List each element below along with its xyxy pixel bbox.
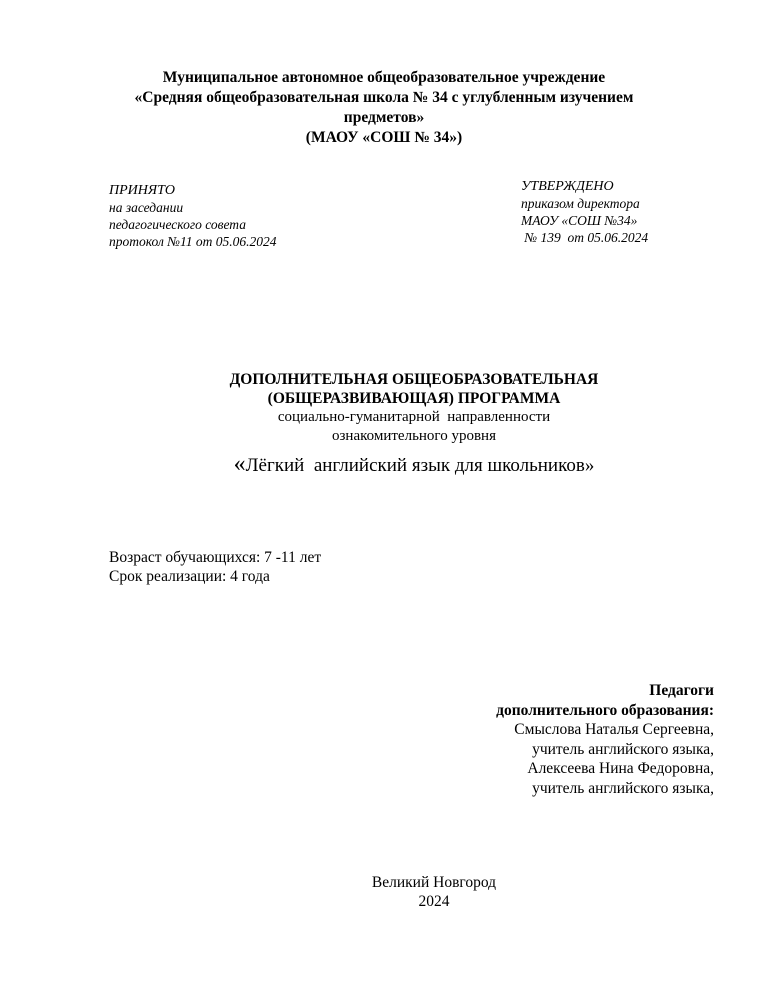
implementation-term: Срок реализации: 4 года [109, 568, 270, 585]
footer-block [300, 873, 568, 911]
accepted-line-3: протокол №11 от 05.06.2024 [109, 234, 277, 249]
program-title-line-1: ДОПОЛНИТЕЛЬНАЯ ОБЩЕОБРАЗОВАТЕЛЬНАЯ [229, 371, 599, 388]
program-title-block [150, 370, 678, 478]
program-title-line-2: (ОБЩЕРАЗВИВАЮЩАЯ) ПРОГРАММА [267, 390, 561, 407]
approved-line-1: приказом директора [521, 196, 640, 211]
approved-line-2: МАОУ «СОШ №34» [521, 213, 638, 228]
teachers-heading-2: дополнительного образования: [496, 701, 714, 719]
accepted-line-1: на заседании [109, 200, 184, 215]
quote-close: » [584, 455, 595, 476]
student-age: Возраст обучающихся: 7 -11 лет [109, 549, 322, 566]
program-info [109, 548, 321, 586]
teacher-2-role: учитель английского языка, [532, 779, 714, 797]
teacher-1-name: Смыслова Наталья Сергеевна, [514, 721, 714, 738]
program-name [150, 452, 678, 478]
accepted-block [109, 182, 276, 250]
program-direction: социально-гуманитарной направленности [277, 409, 551, 425]
header-line-2: «Средняя общеобразовательная школа № 34 с углубленным изучением [134, 89, 634, 106]
teacher-2-name: Алексеева Нина Федоровна, [527, 760, 714, 777]
year: 2024 [418, 893, 450, 910]
quote-open: « [233, 451, 246, 477]
header-line-1: Муниципальное автономное общеобразовательное учреждение [162, 69, 606, 86]
program-name-text: Лёгкий английский язык для школьников [245, 455, 585, 476]
header-line-4: (МАОУ «СОШ № 34») [305, 129, 463, 146]
program-level: ознакомительного уровня [332, 428, 496, 444]
teacher-1-role: учитель английского языка, [532, 740, 714, 758]
approved-block [521, 178, 648, 246]
approved-line-3: № 139 от 05.06.2024 [521, 230, 649, 245]
teachers-block [496, 681, 714, 798]
teachers-heading-1: Педагоги [649, 682, 714, 699]
accepted-line-2: педагогического совета [109, 217, 246, 232]
approved-heading: УТВЕРЖДЕНО [521, 179, 614, 194]
header-line-3: предметов» [343, 109, 425, 126]
city: Великий Новгород [371, 874, 497, 891]
accepted-heading: ПРИНЯТО [109, 183, 175, 198]
school-header [100, 68, 668, 148]
